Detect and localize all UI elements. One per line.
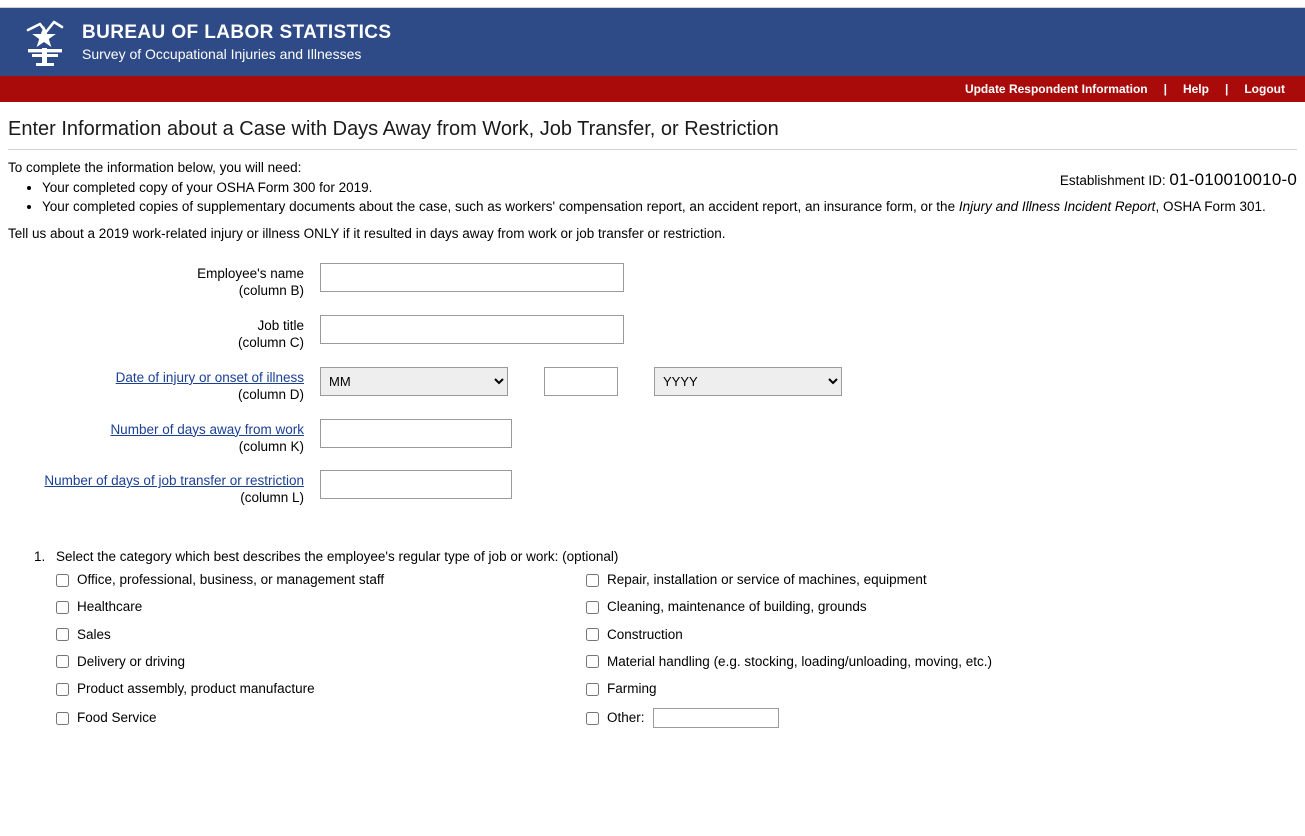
question-1-text: Select the category which best describes the employee's regular type of job or work: (optional) [56, 549, 619, 565]
requirement-italic: Injury and Illness Incident Report [958, 199, 1156, 215]
page-body [0, 118, 1305, 728]
checkbox-repair-installation-label: Repair, installation or service of machines, equipment [607, 572, 927, 588]
checkbox-healthcare[interactable] [56, 599, 586, 615]
checkbox-product-assembly-label: Product assembly, product manufacture [77, 680, 315, 696]
checkbox-sales[interactable] [56, 627, 586, 643]
checkbox-material-handling[interactable] [586, 654, 1297, 670]
job-category-checkbox-grid [56, 572, 1297, 728]
checkbox-healthcare-label: Healthcare [77, 599, 143, 615]
days-transfer-row [8, 470, 1297, 507]
checkbox-delivery-driving-box[interactable] [56, 655, 69, 668]
requirement-tail: , OSHA Form 301. [1155, 199, 1266, 215]
checkbox-food-service[interactable] [56, 708, 586, 728]
survey-subtitle: Survey of Occupational Injuries and Illnesses [82, 46, 362, 63]
date-of-injury-column: (column D) [237, 386, 304, 402]
days-away-row [8, 419, 1297, 456]
question-1 [8, 549, 1297, 728]
employee-name-column: (column B) [238, 283, 304, 299]
employee-name-input[interactable] [320, 263, 624, 292]
checkbox-material-handling-box[interactable] [586, 655, 599, 668]
date-of-injury-label-link[interactable]: Date of injury or onset of illness [115, 369, 304, 385]
days-away-label [8, 419, 320, 456]
days-transfer-input[interactable] [320, 470, 512, 499]
checkbox-repair-installation[interactable] [586, 572, 1297, 588]
requirement-text: Your completed copies of supplementary documents about the case, such as workers' compensation report, an accident report, an insurance form, or the [42, 199, 959, 215]
checkbox-repair-installation-box[interactable] [586, 574, 599, 587]
job-title-label [8, 315, 320, 352]
checkbox-cleaning-maintenance-label: Cleaning, maintenance of building, grounds [607, 599, 867, 615]
nav-help[interactable]: Help [1182, 82, 1209, 96]
site-header [0, 8, 1305, 76]
date-day-input[interactable] [544, 367, 618, 396]
checkbox-construction[interactable] [586, 627, 1297, 643]
job-title-label-text: Job title [257, 318, 304, 334]
list-item: • Your completed copy of your OSHA Form 300 for 2019. [42, 179, 1297, 197]
employee-name-label [8, 263, 320, 300]
days-away-label-link[interactable]: Number of days away from work [110, 421, 304, 437]
checkbox-healthcare-box[interactable] [56, 601, 69, 614]
checkbox-other-box[interactable] [586, 712, 599, 725]
checkbox-material-handling-label: Material handling (e.g. stocking, loading/unloading, moving, etc.) [607, 653, 992, 669]
checkbox-other-label: Other: [607, 710, 645, 726]
job-title-input[interactable] [320, 315, 624, 344]
establishment-id-value: 01-010010010-0 [1169, 170, 1297, 189]
checkbox-delivery-driving-label: Delivery or driving [77, 653, 186, 669]
utility-nav [0, 76, 1305, 102]
days-away-column: (column K) [238, 438, 304, 454]
page-title: Enter Information about a Case with Days Away from Work, Job Transfer, or Restriction [8, 118, 1297, 150]
days-transfer-label [8, 470, 320, 507]
job-title-column: (column C) [237, 335, 304, 351]
employee-name-label-text: Employee's name [197, 266, 304, 282]
question-1-heading [34, 549, 1297, 564]
checkbox-product-assembly-box[interactable] [56, 683, 69, 696]
intro-text: To complete the information below, you will need: [8, 160, 302, 175]
establishment-id-block [1060, 170, 1297, 190]
tell-us-text: Tell us about a 2019 work-related injury or illness ONLY if it resulted in days away from work or job transfer or restriction. [8, 226, 726, 242]
checkbox-sales-label: Sales [77, 626, 111, 642]
establishment-id-label: Establishment ID: [1059, 173, 1166, 188]
job-title-row [8, 315, 1297, 352]
checkbox-office-professional-label: Office, professional, business, or management staff [77, 572, 385, 588]
top-strip [0, 0, 1305, 8]
bls-star-logo-icon [22, 18, 68, 66]
checkbox-product-assembly[interactable] [56, 681, 586, 697]
question-1-number: 1. [34, 549, 46, 565]
date-of-injury-label [8, 367, 320, 404]
date-year-select[interactable] [654, 367, 842, 396]
checkbox-farming-label: Farming [607, 680, 657, 696]
checkbox-construction-label: Construction [607, 626, 683, 642]
list-item [42, 198, 1297, 216]
checkbox-office-professional[interactable] [56, 572, 586, 588]
days-transfer-column: (column L) [240, 490, 304, 506]
checkbox-food-service-box[interactable] [56, 712, 69, 725]
case-form [8, 263, 1297, 507]
checkbox-farming-box[interactable] [586, 683, 599, 696]
days-away-input[interactable] [320, 419, 512, 448]
other-category-input[interactable] [653, 708, 779, 728]
checkbox-sales-box[interactable] [56, 628, 69, 641]
checkbox-cleaning-maintenance[interactable] [586, 599, 1297, 615]
date-of-injury-row [8, 367, 1297, 404]
agency-title: BUREAU OF LABOR STATISTICS [82, 21, 392, 43]
days-transfer-label-link[interactable]: Number of days of job transfer or restriction [44, 473, 304, 489]
checkbox-other[interactable] [586, 708, 1297, 728]
checkbox-food-service-label: Food Service [77, 710, 157, 726]
employee-name-row [8, 263, 1297, 300]
nav-update-respondent-information[interactable]: Update Respondent Information [964, 82, 1148, 96]
checkbox-delivery-driving[interactable] [56, 654, 586, 670]
checkbox-construction-box[interactable] [586, 628, 599, 641]
checkbox-farming[interactable] [586, 681, 1297, 697]
nav-separator-1: | [1163, 82, 1167, 96]
nav-logout[interactable]: Logout [1244, 82, 1285, 96]
checkbox-office-professional-box[interactable] [56, 574, 69, 587]
checkbox-cleaning-maintenance-box[interactable] [586, 601, 599, 614]
date-month-select[interactable] [320, 367, 508, 396]
nav-separator-2: | [1224, 82, 1229, 96]
